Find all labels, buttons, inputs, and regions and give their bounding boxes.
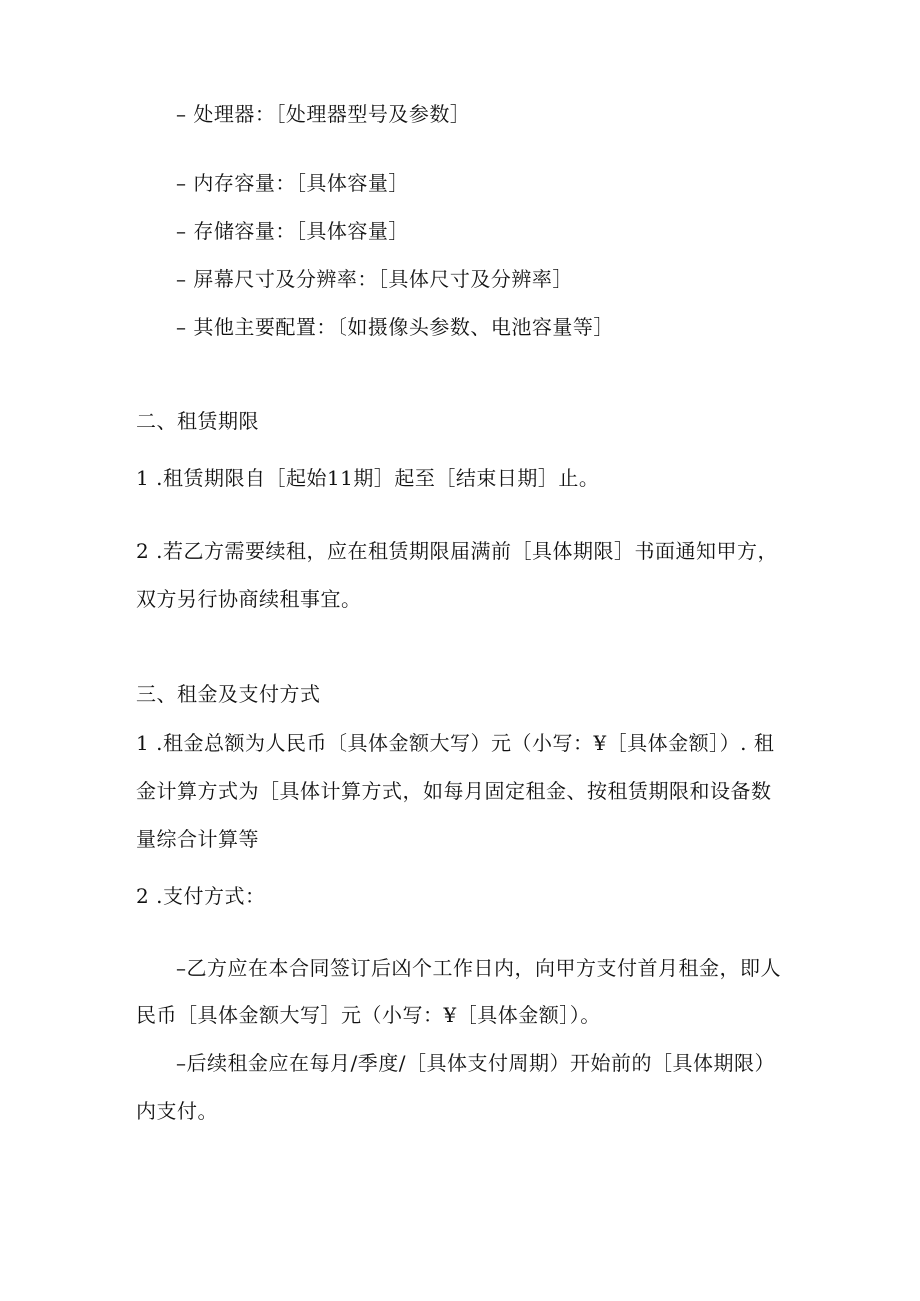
payment-first-line-1: –乙方应在本合同签订后凶个工作日内，向甲方支付首月租金，即人 [176,956,781,980]
section-heading-lease-term: 二、租赁期限 [136,409,259,433]
spec-item-processor: – 处理器：［处理器型号及参数］ [176,102,471,126]
spec-item-other: – 其他主要配置：〔如摄像头参数、电池容量等］ [176,315,614,339]
lease-term-clause-2-line-2: 双方另行协商续租事宜。 [136,587,362,611]
rent-clause-1-line-1: 1 .租金总额为人民币〔具体金额大写）元（小写：¥［具体金额］）. 租 [136,731,775,755]
payment-first-line-2: 民币［具体金额大写］元（小写：¥［具体金额］）。 [136,1003,601,1027]
spec-item-memory: – 内存容量：［具体容量］ [176,171,409,195]
spec-item-screen: – 屏幕尺寸及分辨率：［具体尺寸及分辨率］ [176,267,573,291]
lease-term-clause-1: 1 .租赁期限自［起始11期］起至［结束日期］止。 [136,466,600,490]
payment-subsequent-line-1: –后续租金应在每月/季度/［具体支付周期）开始前的［具体期限） [176,1051,775,1075]
rent-clause-1-line-2: 金计算方式为［具体计算方式，如每月固定租金、按租赁期限和设备数 [136,779,772,803]
spec-item-storage: – 存储容量：［具体容量］ [176,219,409,243]
lease-term-clause-2-line-1: 2 .若乙方需要续租，应在租赁期限届满前［具体期限］书面通知甲方， [136,539,778,563]
section-heading-rent-payment: 三、租金及支付方式 [136,682,321,706]
rent-clause-2: 2 .支付方式： [136,884,266,908]
rent-clause-1-line-3: 量综合计算等 [136,827,259,851]
payment-subsequent-line-2: 内支付。 [136,1099,218,1123]
